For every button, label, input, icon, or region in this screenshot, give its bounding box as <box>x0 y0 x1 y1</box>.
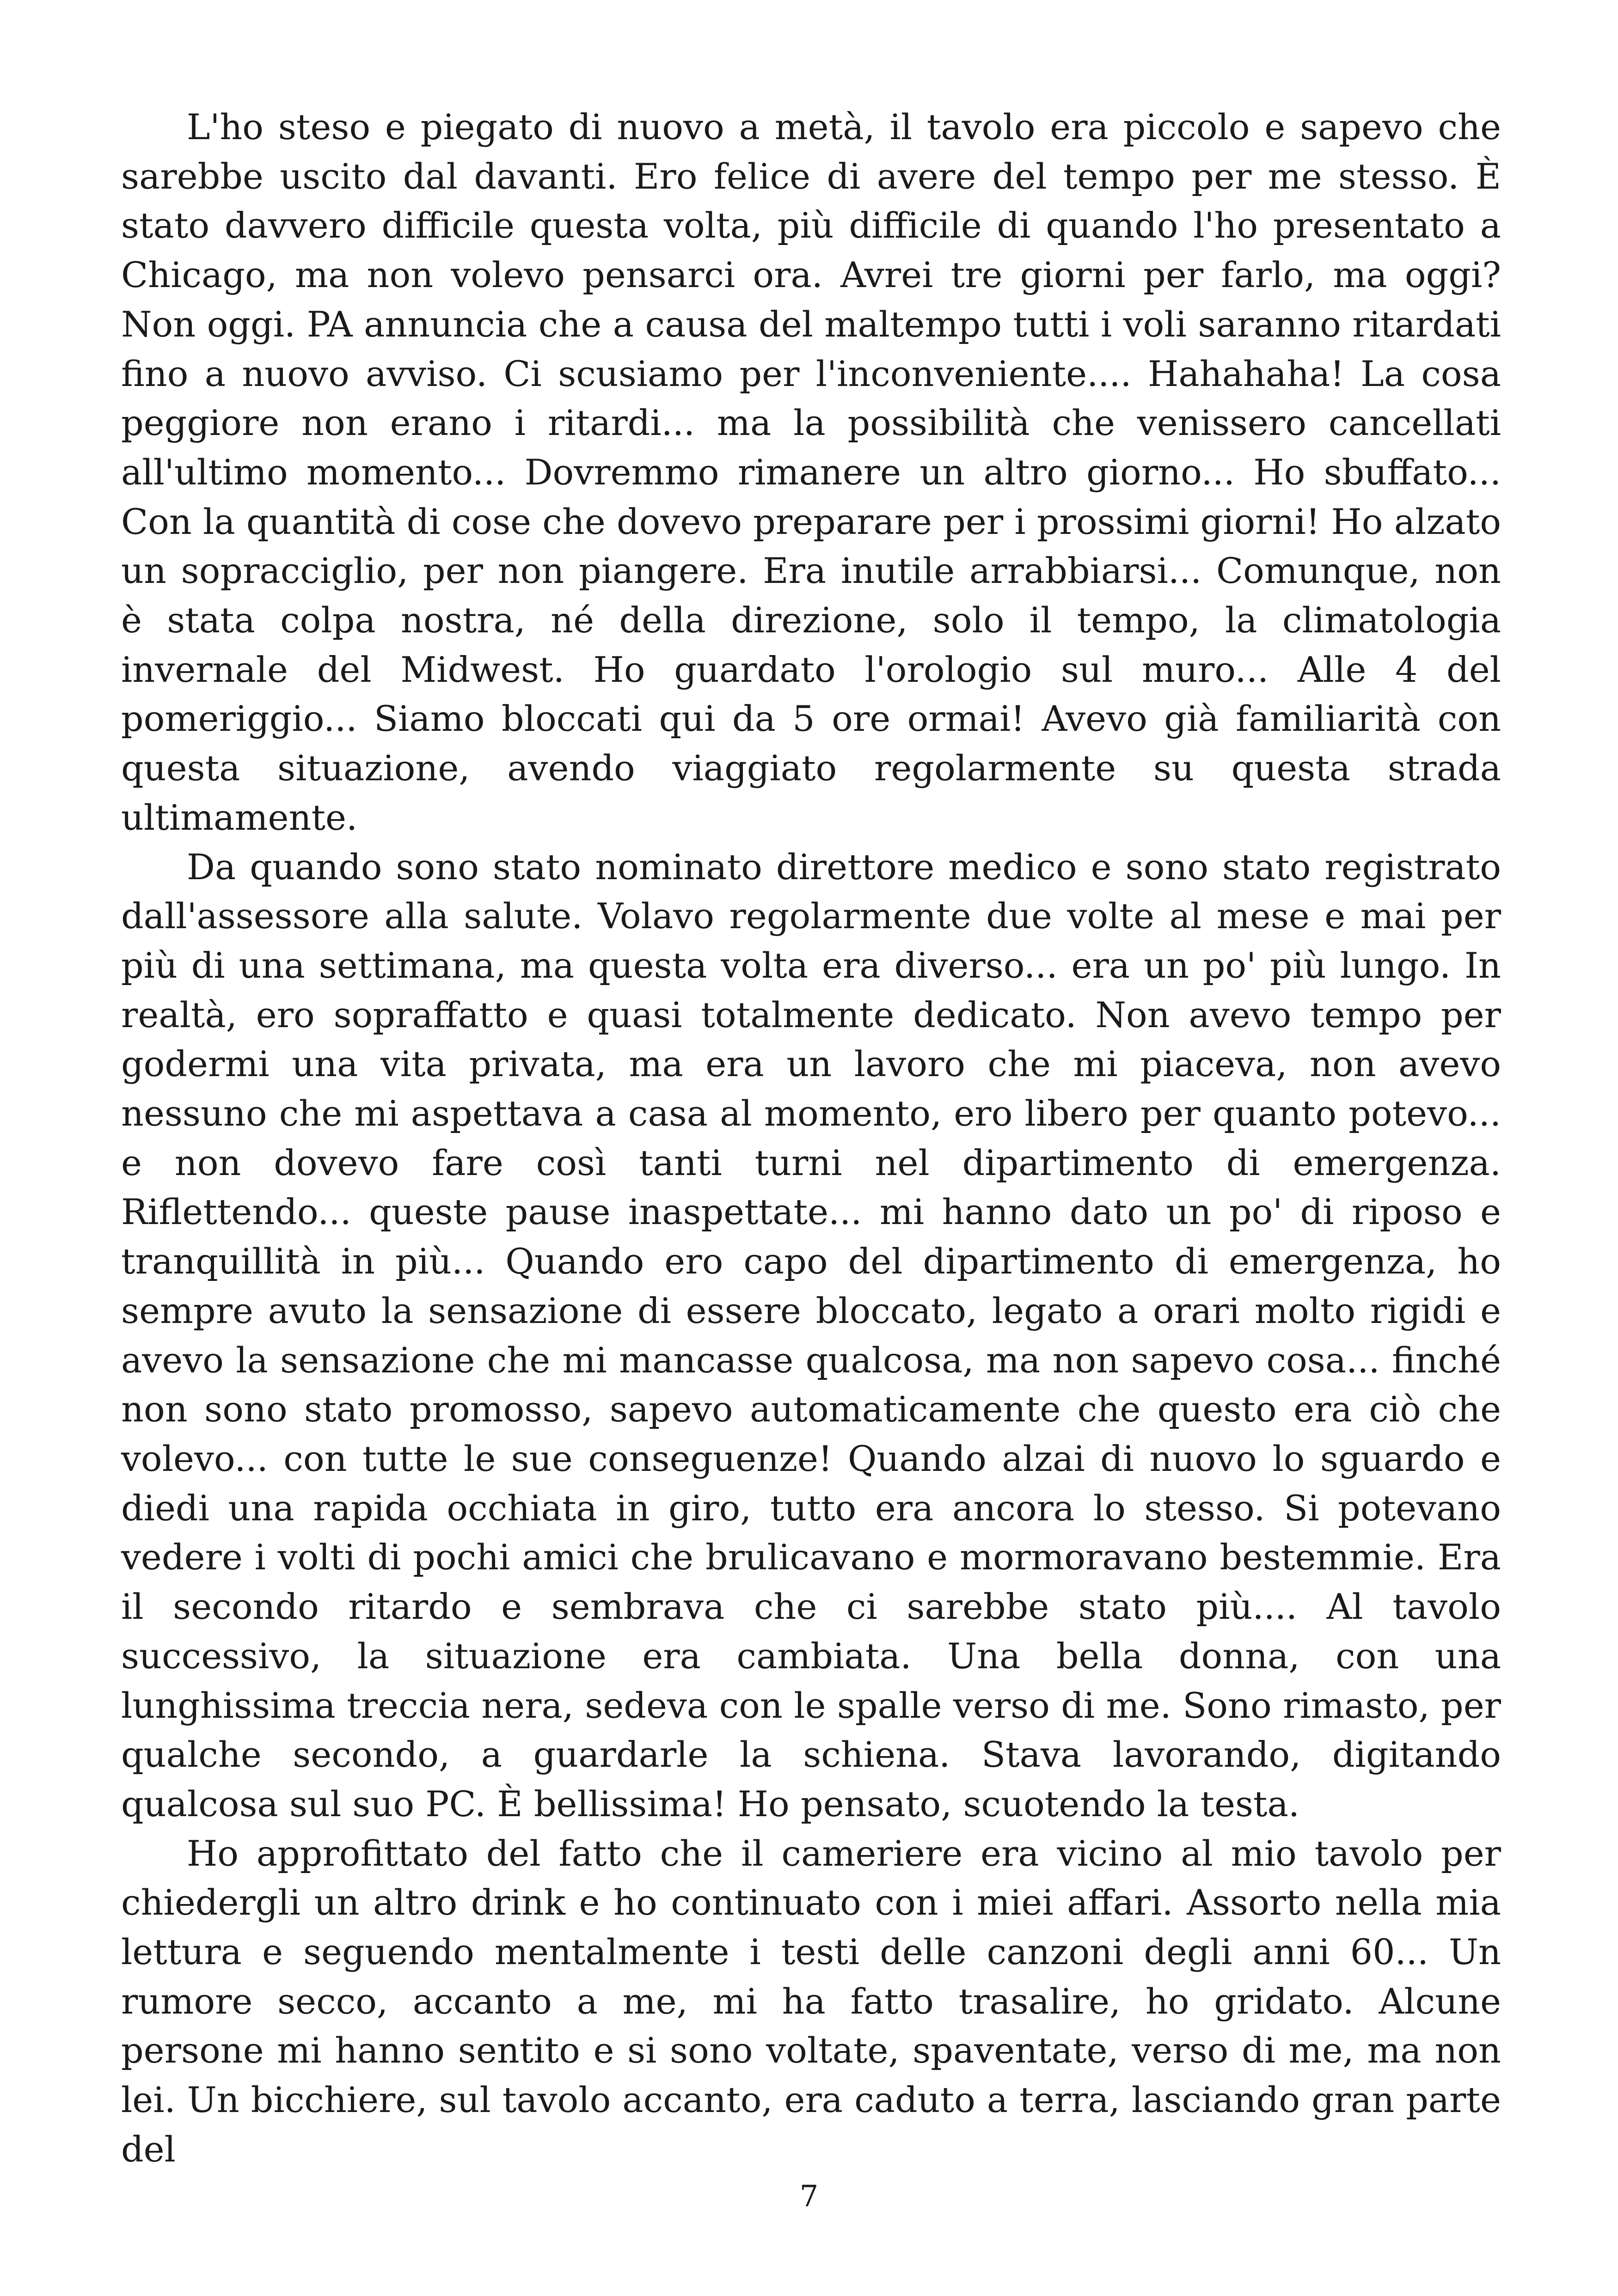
page-number: 7 <box>799 2180 819 2214</box>
paragraph-2: Da quando sono stato nominato direttore medico e sono stato registrato dall'assessore alla salute. Volavo regolarmente due volte al mese e mai per più di una settimana, ma questa volta era diverso... era un po' più lungo. In realtà, ero sopraffatto e quasi totalmente dedicato. Non avevo tempo per godermi una vita privata, ma era un lavoro che mi piaceva, non avevo nessuno che mi aspettava a casa al momento, ero libero per quanto potevo... e non dovevo fare così tanti turni nel dipartimento di emergenza. Riflettendo... queste pause inaspettate... mi hanno dato un po' di riposo e tranquillità in più... Quando ero capo del dipartimento di emergenza, ho sempre avuto la sensazione di essere bloccato, legato a orari molto rigidi e avevo la sensazione che mi mancasse qualcosa, ma non sapevo cosa... finché non sono stato promosso, sapevo automaticamente che questo era ciò che volevo... con tutte le sue conseguenze! Quando alzai di nuovo lo sguardo e diedi una rapida occhiata in giro, tutto era ancora lo stesso. Si potevano vedere i volti di pochi amici che brulicavano e mormoravano bestemmie. Era il secondo ritardo e sembrava che ci sarebbe stato più.... Al tavolo successivo, la situazione era cambiata. Una bella donna, con una lunghissima treccia nera, sedeva con le spalle verso di me. Sono rimasto, per qualche secondo, a guardarle la schiena. Stava lavorando, digitando qualcosa sul suo PC. È bellissima! Ho pensato, scuotendo la testa. <box>121 846 1501 1825</box>
paragraph-1: L'ho steso e piegato di nuovo a metà, il tavolo era piccolo e sapevo che sarebbe uscito dal davanti. Ero felice di avere del tempo per me stesso. È stato davvero difficile questa volta, più difficile di quando l'ho presentato a Chicago, ma non volevo pensarci ora. Avrei tre giorni per farlo, ma oggi? Non oggi. PA annuncia che a causa del maltempo tutti i voli saranno ritardati fino a nuovo avviso. Ci scusiamo per l'inconveniente.... Hahahaha! La cosa peggiore non erano i ritardi... ma la possibilità che venissero cancellati all'ultimo momento... Dovremmo rimanere un altro giorno... Ho sbuffato... Con la quantità di cose che dovevo preparare per i prossimi giorni! Ho alzato un sopracciglio, per non piangere. Era inutile arrabbiarsi... Comunque, non è stata colpa nostra, né della direzione, solo il tempo, la climatologia invernale del Midwest. Ho guardato l'orologio sul muro... Alle 4 del pomeriggio... Siamo bloccati qui da 5 ore ormai! Avevo già familiarità con questa situazione, avendo viaggiato regolarmente su questa strada ultimamente. <box>121 106 1501 838</box>
body-text <box>121 103 1501 2174</box>
paragraph-3: Ho approfittato del fatto che il cameriere era vicino al mio tavolo per chiedergli un altro drink e ho continuato con i miei affari. Assorto nella mia lettura e seguendo mentalmente i testi delle canzoni degli anni 60... Un rumore secco, accanto a me, mi ha fatto trasalire, ho gridato. Alcune persone mi hanno sentito e si sono voltate, spaventate, verso di me, ma non lei. Un bicchiere, sul tavolo accanto, era caduto a terra, lasciando gran parte del <box>121 1832 1501 2170</box>
